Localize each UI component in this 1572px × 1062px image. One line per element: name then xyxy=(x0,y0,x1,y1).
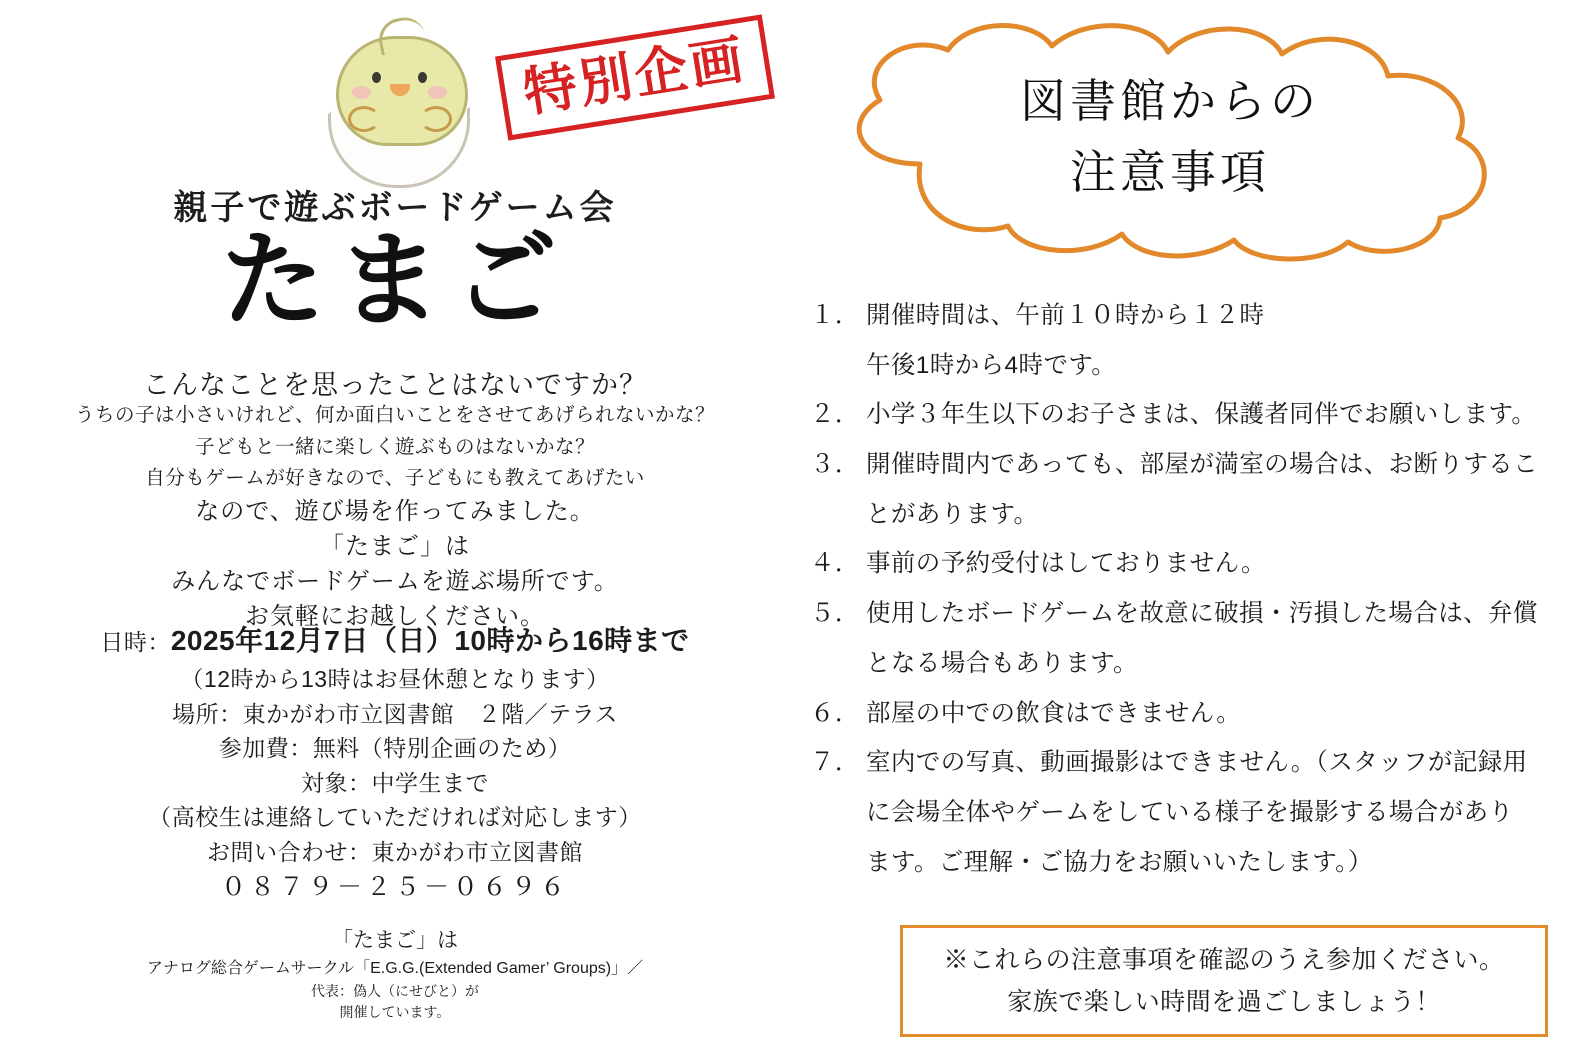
concept-line: お気軽にお越しください。 xyxy=(245,603,545,631)
notice-heading xyxy=(800,66,1540,209)
credit-line: 代表：偽人（にせびと）が xyxy=(311,982,479,999)
notice-number: １． xyxy=(810,302,860,329)
chick-eye-right-icon xyxy=(418,72,427,83)
notice-text: 部屋の中での飲食はできません。 xyxy=(866,699,1241,727)
event-target-note: （高校生は連絡していただければ対応します） xyxy=(148,804,642,830)
notice-text: ます。ご理解・ご協力をお願いいたします。） xyxy=(866,848,1373,876)
event-contact: お問い合わせ：東かがわ市立図書館 xyxy=(207,838,583,865)
chick-eye-left-icon xyxy=(372,72,381,83)
notice-text: となる場合もあります。 xyxy=(866,649,1138,677)
lead-question: こんなことを思ったことはないですか？ xyxy=(143,370,647,400)
flyer-title: たまご xyxy=(220,223,569,339)
notice-text: 室内での写真、動画撮影はできません。（スタッフが記録用 xyxy=(866,749,1528,777)
chick-cheek-left-icon xyxy=(352,86,371,99)
notice-heading-line: 注意事項 xyxy=(1070,146,1270,199)
list-item xyxy=(810,495,1550,535)
list-item xyxy=(810,843,1550,883)
credit-line: 「たまご」は xyxy=(332,929,458,952)
cloud-banner xyxy=(800,14,1540,274)
notice-text: 小学３年生以下のお子さまは、保護者同伴でお願いします。 xyxy=(866,401,1537,429)
credit-line: 開催しています。 xyxy=(339,1003,451,1020)
notice-list xyxy=(810,296,1550,892)
event-place: 場所：東かがわ市立図書館 ２階／テラス xyxy=(172,700,618,727)
chick-wing-right-icon xyxy=(420,106,452,132)
list-item xyxy=(810,694,1550,734)
event-datetime-row xyxy=(0,620,790,662)
flyer-subtitle: 親子で遊ぶボードゲーム会 xyxy=(173,189,617,227)
notice-text: 事前の予約受付はしておりません。 xyxy=(866,550,1266,578)
notice-panel xyxy=(790,0,1572,1062)
confirmation-line: 家族で楽しい時間を過ごしましょう！ xyxy=(1007,988,1441,1016)
notice-number: ２． xyxy=(810,401,860,429)
notice-text: とがあります。 xyxy=(866,500,1039,528)
list-item xyxy=(810,594,1550,634)
notice-number: ３． xyxy=(810,451,860,479)
event-target: 対象：中学生まで xyxy=(301,769,489,796)
chick-wing-left-icon xyxy=(348,106,380,132)
notice-heading-line: 図書館からの xyxy=(1020,75,1320,127)
organizer-credits xyxy=(0,925,790,1023)
list-item xyxy=(810,644,1550,684)
concept-statement xyxy=(0,494,790,634)
special-program-stamp: 特別企画 xyxy=(495,14,775,140)
notice-text: 開催時間内であっても、部屋が満室の場合は、お断りするこ xyxy=(866,451,1539,479)
confirmation-line: ※これらの注意事項を確認のうえ参加ください。 xyxy=(943,945,1505,974)
list-item xyxy=(810,743,1550,783)
lead-bullet: うちの子は小さいけれど、何か面白いことをさせてあげられないかな？ xyxy=(74,404,715,426)
concept-line: みんなでボードゲームを遊ぶ場所です。 xyxy=(171,568,619,596)
event-datetime-value: 2025年12月7日（日）10時から16時まで xyxy=(170,625,690,656)
notice-text: 使用したボードゲームを故意に破損・汚損した場合は、弁償 xyxy=(866,600,1538,628)
lead-bullets xyxy=(0,400,790,495)
chick-cheek-right-icon xyxy=(428,86,447,99)
notice-number: ６． xyxy=(810,699,860,727)
concept-line: なので、遊び場を作ってみました。 xyxy=(195,498,595,525)
concept-line: 「たまご」は xyxy=(320,533,470,561)
notice-number: ４． xyxy=(810,550,860,578)
event-details xyxy=(0,620,790,907)
chick-in-egg-icon xyxy=(300,10,510,190)
event-datetime-label: 日時： xyxy=(100,629,171,655)
credit-line: アナログ総合ゲームサークル「E.G.G.(Extended Gamer’ Groups)」／ xyxy=(146,959,644,977)
event-fee: 参加費：無料（特別企画のため） xyxy=(218,735,572,761)
lead-bullet: 自分もゲームが好きなので、子どもにも教えてあげたい xyxy=(145,467,645,490)
confirmation-box xyxy=(900,925,1548,1037)
list-item xyxy=(810,793,1550,833)
list-item xyxy=(810,445,1550,485)
list-item xyxy=(810,395,1550,435)
list-item xyxy=(810,346,1550,386)
notice-text: 午後1時から4時です。 xyxy=(866,351,1117,379)
event-datetime-note: （12時から13時はお昼休憩となります） xyxy=(180,666,610,692)
notice-text: に会場全体やゲームをしている様子を撮影する場合があり xyxy=(866,798,1514,826)
notice-number: ５． xyxy=(810,600,860,628)
notice-number: ７． xyxy=(810,749,860,777)
list-item xyxy=(810,544,1550,584)
lead-bullet: 子どもと一緒に楽しく遊ぶものはないかな？ xyxy=(194,435,595,458)
notice-text: 開催時間は、午前１０時から１２時 xyxy=(866,302,1265,329)
event-phone: ０８７９－２５－０６９６ xyxy=(220,873,569,901)
list-item xyxy=(810,296,1550,336)
